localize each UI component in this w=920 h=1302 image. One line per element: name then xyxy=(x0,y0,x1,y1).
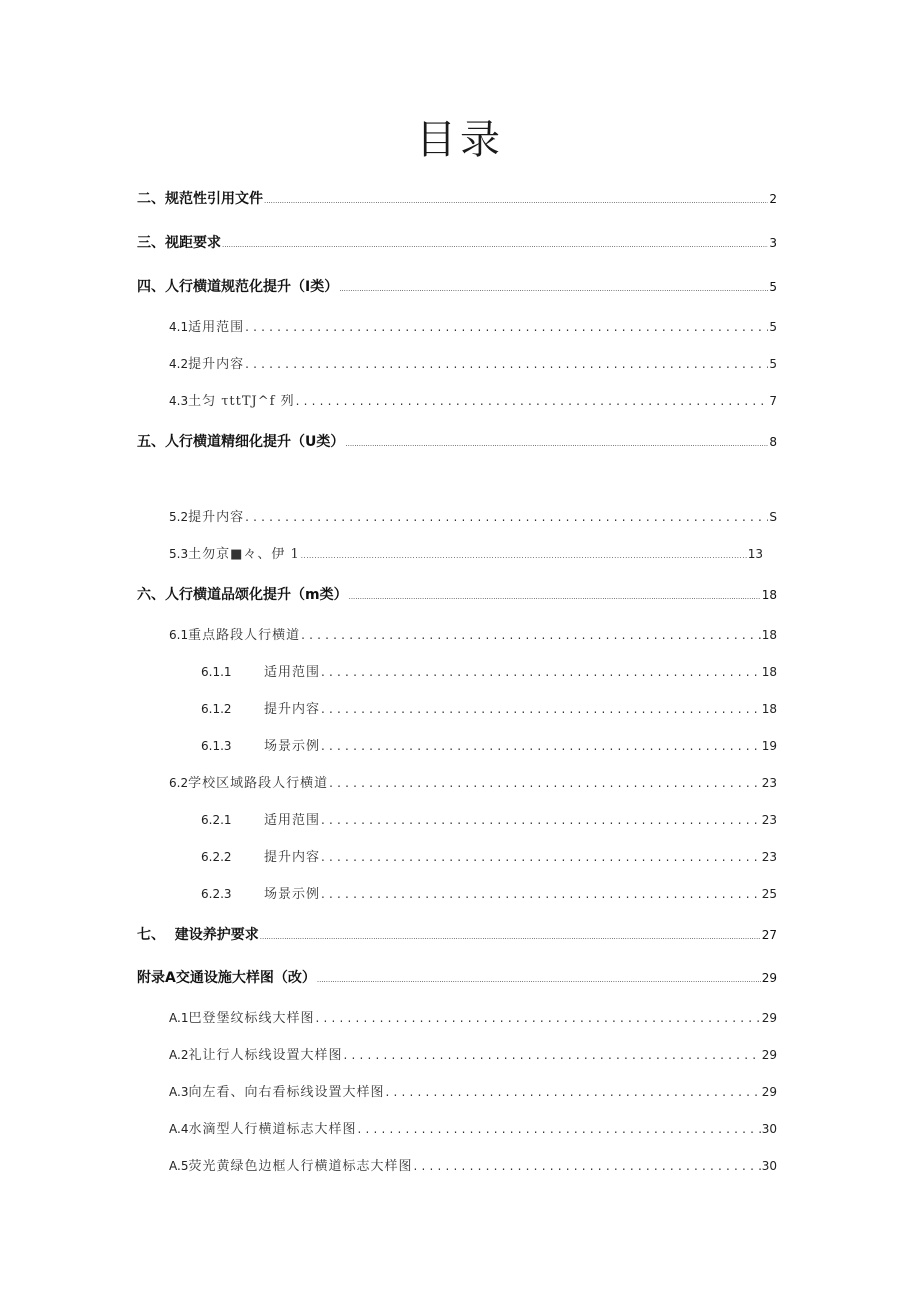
toc-entry-text: 荧光黄绿色边框人行横道标志大样图 xyxy=(188,1159,413,1174)
toc-entry-6-2[interactable] xyxy=(169,772,777,791)
toc-leader-dots xyxy=(343,1048,760,1062)
toc-page-number: 29 xyxy=(761,1011,777,1025)
toc-entry-text: 水滴型人行横道标志大样图 xyxy=(188,1122,357,1137)
toc-entry-4-2[interactable] xyxy=(169,353,777,372)
toc-leader-dots xyxy=(413,1159,760,1173)
toc-entry-6-2-1[interactable] xyxy=(201,809,777,828)
toc-leader-dots xyxy=(339,285,768,293)
toc-leader-dots xyxy=(385,1085,760,1099)
toc-page-number: 23 xyxy=(761,813,777,827)
toc-leader-dots xyxy=(222,241,768,249)
toc-entry-label: 三、视距要求 xyxy=(137,235,221,251)
toc-entry-4-1[interactable] xyxy=(169,316,777,335)
toc-page-number: 29 xyxy=(761,971,777,985)
toc-entry-text: 适用范围 xyxy=(188,320,245,335)
toc-entry-label: 七、 建设养护要求 xyxy=(137,927,259,943)
toc-page-number: 5 xyxy=(769,320,777,334)
toc-entry-6-1[interactable] xyxy=(169,624,777,643)
toc-leader-dots xyxy=(245,320,768,334)
toc-entry-appendix-a[interactable] xyxy=(137,967,777,987)
toc-entry-class-ii[interactable] xyxy=(137,431,777,451)
toc-entry-number: 5.2 xyxy=(169,510,189,524)
toc-entry-class-iii[interactable] xyxy=(137,584,777,604)
toc-entry-5-3[interactable] xyxy=(169,543,763,562)
toc-page-number: 3 xyxy=(769,236,777,250)
toc-page-number: S xyxy=(769,510,777,524)
toc-leader-dots xyxy=(264,197,768,205)
toc-entry-label: 二、规范性引用文件 xyxy=(137,191,263,207)
toc-entry-number: 6.2.1 xyxy=(201,813,232,827)
toc-entry-sight-distance[interactable] xyxy=(137,232,777,252)
toc-leader-dots xyxy=(357,1122,760,1136)
toc-entry-number: 6.2 xyxy=(169,776,189,790)
toc-page-number: 18 xyxy=(761,665,777,679)
toc-entry-text: 提升内容 xyxy=(188,357,245,372)
toc-page-number: 18 xyxy=(761,702,777,716)
toc-entry-a-4[interactable] xyxy=(169,1118,777,1137)
toc-page-number: 19 xyxy=(761,739,777,753)
toc-leader-dots xyxy=(321,813,761,827)
toc-page-number: 18 xyxy=(761,628,777,642)
toc-entry-6-1-3[interactable] xyxy=(201,735,777,754)
toc-leader-dots xyxy=(260,933,761,941)
toc-entry-text: 提升内容 xyxy=(264,850,321,865)
toc-entry-text: 礼让行人标线设置大样图 xyxy=(188,1048,343,1063)
toc-page-number: 29 xyxy=(761,1048,777,1062)
toc-entry-label: 六、人行横道品颂化提升（m类） xyxy=(137,587,348,603)
toc-entry-a-5[interactable] xyxy=(169,1155,777,1174)
toc-page-number: 23 xyxy=(761,776,777,790)
toc-page-number: 18 xyxy=(761,588,777,602)
toc-entry-text: 重点路段人行横道 xyxy=(188,628,301,643)
toc-entry-number: A.2 xyxy=(169,1048,189,1062)
toc-entry-text: 适用范围 xyxy=(264,665,321,680)
toc-entry-text: 场景示例 xyxy=(264,739,321,754)
toc-leader-dots xyxy=(317,976,761,984)
toc-entry-number: 4.1 xyxy=(169,320,189,334)
toc-leader-dots xyxy=(321,850,761,864)
toc-entry-6-2-2[interactable] xyxy=(201,846,777,865)
toc-entry-text: 提升内容 xyxy=(264,702,321,717)
toc-leader-dots xyxy=(329,776,761,790)
toc-leader-dots xyxy=(349,593,761,601)
toc-leader-dots xyxy=(321,739,761,753)
toc-leader-dots xyxy=(321,887,761,901)
toc-entry-number: 4.2 xyxy=(169,357,189,371)
toc-entry-label: 五、人行横道精细化提升（U类） xyxy=(137,434,345,450)
toc-page-number: 5 xyxy=(769,357,777,371)
toc-entry-class-i[interactable] xyxy=(137,276,777,296)
toc-entry-normative-references[interactable] xyxy=(137,188,777,208)
toc-page-number: 30 xyxy=(761,1159,777,1173)
toc-entry-number: A.3 xyxy=(169,1085,189,1099)
toc-page-number: 27 xyxy=(761,928,777,942)
toc-entry-6-2-3[interactable] xyxy=(201,883,777,902)
toc-entry-text: 场景示例 xyxy=(264,887,321,902)
toc-leader-dots xyxy=(321,702,761,716)
toc-leader-dots xyxy=(301,552,747,560)
toc-entry-number: 6.1.3 xyxy=(201,739,232,753)
toc-page-number: 7 xyxy=(769,394,777,408)
toc-page-number: 29 xyxy=(761,1085,777,1099)
toc-entry-number: 5.3 xyxy=(169,547,189,561)
toc-entry-text: 巴登堡纹标线大样图 xyxy=(188,1011,315,1026)
toc-entry-number: 6.1 xyxy=(169,628,189,642)
toc-entry-label: 附录A交通设施大样图（改） xyxy=(137,970,316,986)
toc-leader-dots xyxy=(321,665,761,679)
toc-entry-number: 4.3 xyxy=(169,394,189,408)
toc-entry-a-3[interactable] xyxy=(169,1081,777,1100)
toc-entry-label: 四、人行横道规范化提升（I类） xyxy=(137,279,339,295)
toc-page-number: 23 xyxy=(761,850,777,864)
toc-entry-number: 6.1.2 xyxy=(201,702,232,716)
toc-entry-number: A.5 xyxy=(169,1159,189,1173)
toc-entry-text: 提升内容 xyxy=(188,510,245,525)
toc-entry-number: 6.1.1 xyxy=(201,665,232,679)
page-title: 目录 xyxy=(416,117,504,163)
toc-page-number: 25 xyxy=(761,887,777,901)
toc-entry-5-2[interactable] xyxy=(169,506,777,525)
toc-entry-4-3[interactable] xyxy=(169,390,777,409)
toc-entry-a-2[interactable] xyxy=(169,1044,777,1063)
toc-entry-a-1[interactable] xyxy=(169,1007,777,1026)
toc-leader-dots xyxy=(245,357,768,371)
toc-entry-number: 6.2.2 xyxy=(201,850,232,864)
toc-entry-text: 适用范围 xyxy=(264,813,321,828)
toc-page-number: 2 xyxy=(769,192,777,206)
toc-leader-dots xyxy=(301,628,761,642)
toc-leader-dots xyxy=(296,394,769,408)
toc-page-number: 30 xyxy=(761,1122,777,1136)
toc-leader-dots xyxy=(345,440,768,448)
toc-page-number: 8 xyxy=(769,435,777,449)
toc-entry-number: A.4 xyxy=(169,1122,189,1136)
toc-entry-6-1-1[interactable] xyxy=(201,661,777,680)
toc-entry-6-1-2[interactable] xyxy=(201,698,777,717)
toc-entry-number: 6.2.3 xyxy=(201,887,232,901)
toc-page-number: 13 xyxy=(747,547,763,561)
toc-page-number: 5 xyxy=(769,280,777,294)
toc-entry-text: 学校区域路段人行横道 xyxy=(188,776,329,791)
toc-entry-construction-maintenance[interactable] xyxy=(137,924,777,944)
toc-entry-number: A.1 xyxy=(169,1011,189,1025)
toc-leader-dots xyxy=(245,510,768,524)
toc-entry-text: 向左看、向右看标线设置大样图 xyxy=(188,1085,385,1100)
toc-entry-text: 土匀 τttTJ^f 列 xyxy=(188,394,295,409)
toc-entry-text: 土勿京■々、伊 1 xyxy=(188,547,300,562)
toc-leader-dots xyxy=(315,1011,760,1025)
